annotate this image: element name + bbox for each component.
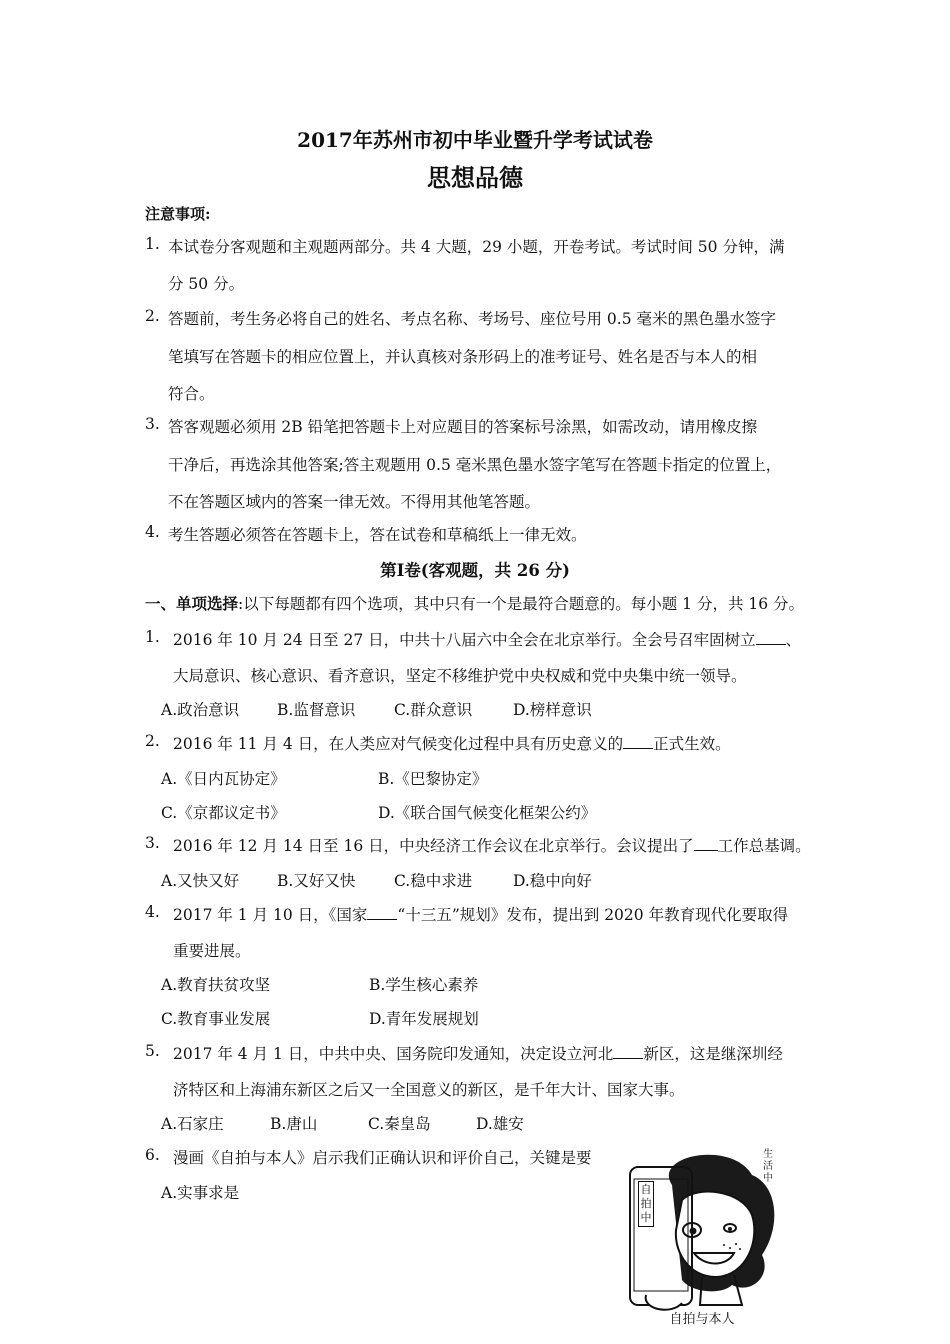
q2-num: 2. xyxy=(145,732,160,750)
q2-option-a: A.《日内瓦协定》 xyxy=(161,770,286,788)
q5-text-a: 2017 年 4 月 1 日，中共中央、国务院印发通知，决定设立河北 xyxy=(173,1045,614,1063)
part-1-instruction xyxy=(145,592,804,614)
q5-text-b: 新区，这是继深圳经 xyxy=(643,1045,783,1063)
q3-option-b: B.又好又快 xyxy=(277,872,356,890)
q2-text-a: 2016 年 11 月 4 日，在人类应对气候变化过程中具有历史意义的 xyxy=(173,735,624,753)
q4-text-b: “十三五”规划》发布，提出到 2020 年教育现代化要取得 xyxy=(397,906,789,924)
q1-option-d: D.榜样意识 xyxy=(513,701,592,719)
notice-3-line-1: 答客观题必须用 2B 铅笔把答题卡上对应题目的答案标号涂黑，如需改动，请用橡皮擦 xyxy=(168,418,758,436)
notice-3-num: 3. xyxy=(145,415,160,433)
q4-blank xyxy=(367,919,397,920)
q1-text-b: 、 xyxy=(785,631,802,649)
q4-option-c: C.教育事业发展 xyxy=(161,1010,271,1028)
part-1-instruction-text: :以下每题都有四个选项，其中只有一个是最符合题意的。每小题 1 分，共 16 分。 xyxy=(238,595,805,613)
life-label: 生活中 xyxy=(763,1149,773,1184)
q4-option-a: A.教育扶贫攻坚 xyxy=(161,976,271,994)
q1-text-a: 2016 年 10 月 24 日至 27 日，中共十八届六中全会在北京举行。全会号召牢固树立 xyxy=(173,631,756,649)
q4-text-a: 2017 年 1 月 10 日，《国家 xyxy=(173,906,368,924)
notice-1-num: 1. xyxy=(145,235,160,253)
exam-title: 2017年苏州市初中毕业暨升学考试试卷 xyxy=(297,128,653,152)
q5-option-d: D.雄安 xyxy=(476,1115,524,1133)
q2-option-d: D.《联合国气候变化框架公约》 xyxy=(378,804,597,822)
q1-num: 1. xyxy=(145,628,160,646)
q5-line-2: 济特区和上海浦东新区之后又一全国意义的新区，是千年大计、国家大事。 xyxy=(173,1081,685,1099)
q4-num: 4. xyxy=(145,903,160,921)
q4-option-b: B.学生核心素养 xyxy=(369,976,479,994)
q3-num: 3. xyxy=(145,834,160,852)
section-1-title: 第Ⅰ卷(客观题，共 26 分) xyxy=(380,561,570,580)
q1-blank xyxy=(756,644,786,645)
phone-label: 自拍中 xyxy=(638,1181,654,1227)
q5-option-c: C.秦皇岛 xyxy=(368,1115,431,1133)
selfie-cartoon xyxy=(612,1145,792,1327)
q3-option-a: A.又快又好 xyxy=(161,872,240,890)
q1-option-b: B.监督意识 xyxy=(277,701,356,719)
q1-option-a: A.政治意识 xyxy=(161,701,240,719)
q2-text-b: 正式生效。 xyxy=(653,735,731,753)
notice-2-line-1: 答题前，考生务必将自己的姓名、考点名称、考场号、座位号用 0.5 毫米的黑色墨水签字 xyxy=(168,310,777,328)
q2-option-c: C.《京都议定书》 xyxy=(161,804,286,822)
q5-blank xyxy=(613,1058,643,1059)
q3-option-d: D.稳中向好 xyxy=(513,872,592,890)
q3-option-c: C.稳中求进 xyxy=(394,872,473,890)
q3-text-a: 2016 年 12 月 14 日至 16 日，中央经济工作会议在北京举行。会议提出了 xyxy=(173,837,694,855)
notice-1-line-2: 分 50 分。 xyxy=(168,275,245,293)
right-pupil xyxy=(728,1227,732,1231)
q4-option-d: D.青年发展规划 xyxy=(369,1010,479,1028)
q1-line-2: 大局意识、核心意识、看齐意识，坚定不移维护党中央权威和党中央集中统一领导。 xyxy=(173,667,747,685)
notice-2-line-3: 符合。 xyxy=(168,385,215,403)
q6-option-a: A.实事求是 xyxy=(161,1184,240,1202)
q3-text-b: 工作总基调。 xyxy=(717,837,811,855)
q6-num: 6. xyxy=(145,1146,160,1164)
part-1-label: 一、单项选择 xyxy=(145,594,239,613)
notice-2-line-2: 笔填写在答题卡的相应位置上，并认真核对条形码上的准考证号、姓名是否与本人的相 xyxy=(168,348,758,366)
notice-2-num: 2. xyxy=(145,307,160,325)
q2-blank xyxy=(623,748,653,749)
q2-line-1 xyxy=(173,732,731,754)
notice-heading: 注意事项: xyxy=(145,205,211,223)
cartoon-caption: 自拍与本人 xyxy=(669,1312,735,1327)
notice-4-line-1: 考生答题必须答在答题卡上，答在试卷和草稿纸上一律无效。 xyxy=(168,526,587,544)
q3-line-1 xyxy=(173,834,811,856)
q3-blank xyxy=(694,850,718,851)
q6-line-1: 漫画《自拍与本人》启示我们正确认识和评价自己，关键是要 xyxy=(173,1149,592,1167)
notice-3-line-2: 干净后，再选涂其他答案;答主观题用 0.5 毫米黑色墨水签字笔写在答题卡指定的位置上， xyxy=(168,456,782,474)
notice-4-num: 4. xyxy=(145,523,160,541)
q1-line-1 xyxy=(173,628,801,650)
q4-line-1 xyxy=(173,903,788,925)
q5-line-1 xyxy=(173,1042,783,1064)
subject-title: 思想品德 xyxy=(427,163,523,192)
q5-option-a: A.石家庄 xyxy=(161,1115,224,1133)
q5-num: 5. xyxy=(145,1042,160,1060)
notice-1-line-1: 本试卷分客观题和主观题两部分。共 4 大题，29 小题，开卷考试。考试时间 50 分钟，满 xyxy=(168,238,785,256)
q2-option-b: B.《巴黎协定》 xyxy=(378,770,488,788)
q5-option-b: B.唐山 xyxy=(270,1115,318,1133)
q4-line-2: 重要进展。 xyxy=(173,942,251,960)
q1-option-c: C.群众意识 xyxy=(394,701,473,719)
notice-3-line-3: 不在答题区域内的答案一律无效。不得用其他笔答题。 xyxy=(168,493,541,511)
